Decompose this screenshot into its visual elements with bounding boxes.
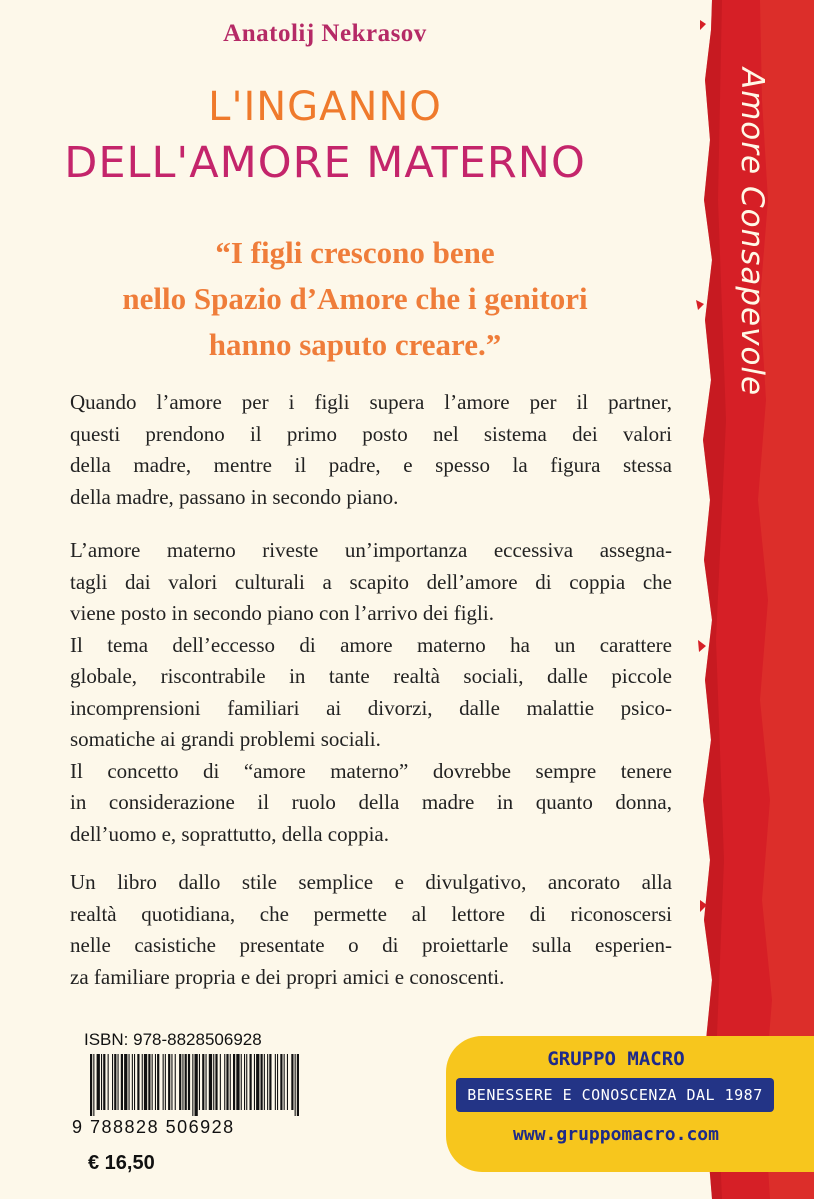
isbn-label: ISBN: 978-8828506928 [84, 1030, 262, 1049]
text-line: Il concetto di “amore materno” dovrebbe sempre tenere [70, 758, 672, 783]
barcode-image [90, 1054, 300, 1116]
text-line: incomprensioni familiari ai divorzi, dalle malattie psico- [70, 695, 672, 720]
paragraph-1 [70, 387, 672, 513]
text-line: in considerazione il ruolo della madre in quanto donna, [70, 790, 672, 814]
book-title-line-2: DELL'AMORE MATERNO [64, 138, 586, 188]
text-line: globale, riscontrabile in tante realtà sociali, dalle piccole [70, 664, 672, 688]
book-title-line-1: L'INGANNO [208, 84, 442, 130]
publisher-url: www.gruppomacro.com [513, 1124, 719, 1145]
series-label [726, 52, 778, 412]
barcode-number: 9 788828 506928 [72, 1117, 235, 1137]
text-line: della madre, passano in secondo piano. [70, 484, 399, 509]
quote-line-3: hanno saputo creare.” [208, 327, 502, 362]
series-name: Amore Consapevole [734, 67, 770, 397]
text-line: L’amore materno riveste un’importanza eccessiva assegna- [70, 538, 672, 562]
paragraph-3 [70, 867, 672, 993]
author-name: Anatolij Nekrasov [223, 20, 427, 47]
price: € 16,50 [88, 1152, 155, 1174]
text-line: Quando l’amore per i figli supera l’amore per il partner, [70, 390, 672, 414]
text-line: questi prendono il primo posto nel sistema dei valori [70, 421, 672, 446]
quote-line-1: “I figli crescono bene [215, 235, 495, 270]
text-line: nelle casistiche presentate o di proiettarle sulla esperien- [70, 933, 672, 957]
publisher-tagline: BENESSERE E CONOSCENZA DAL 1987 [456, 1078, 774, 1112]
text-line: Il tema dell’eccesso di amore materno ha un carattere [70, 632, 672, 657]
text-line: della madre, mentre il padre, e spesso la figura stessa [70, 453, 672, 477]
text-line: somatiche ai grandi problemi sociali. [70, 727, 381, 751]
text-line: realtà quotidiana, che permette al lettore di riconoscersi [70, 901, 672, 926]
text-line: Un libro dallo stile semplice e divulgativo, ancorato alla [70, 870, 672, 894]
publisher-name: GRUPPO MACRO [547, 1048, 685, 1070]
text-line: viene posto in secondo piano con l’arrivo dei figli. [70, 601, 494, 625]
quote-line-2: nello Spazio d’Amore che i genitori [122, 281, 588, 316]
text-line: dell’uomo e, soprattutto, della coppia. [70, 821, 389, 846]
text-line: za familiare propria e dei propri amici e conoscenti. [70, 964, 505, 989]
text-line: tagli dai valori culturali a scapito dell’amore di coppia che [70, 569, 672, 594]
paragraph-2 [70, 535, 672, 850]
